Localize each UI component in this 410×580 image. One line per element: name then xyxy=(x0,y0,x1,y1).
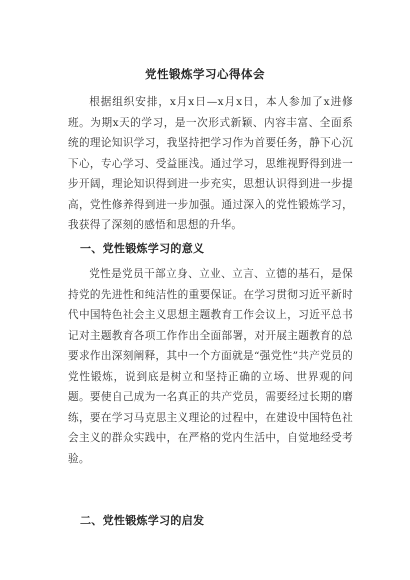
section-heading-2: 二、党性锻炼学习的启发 xyxy=(80,514,205,527)
intro-paragraph: 根据组织安排，x月x日—x月x日，本人参加了x进修班。为期x天的学习，是一次形式新颖、内容丰富、全面系统的理论知识学习，我坚持把学习作为首要任务，静下心沉下心，专心学习、受益匪浅。通过学习，思维视野得到进一步开阔，理论知识得到进一步充实，思想认识得到进一步提高，党性修养得到进一步加强。通过深入的党性锻炼学习，我获得了深刻的感悟和思想的升华。 xyxy=(68,96,353,231)
document-title: 党性锻炼学习心得体会 xyxy=(145,67,265,81)
section-heading-1: 一、党性锻炼学习的意义 xyxy=(80,242,205,255)
section-1-paragraph: 党性是党员干部立身、立业、立言、立德的基石，是保持党的先进性和纯洁性的重要保证。在学习贯彻习近平新时代中国特色社会主义思想主题教育工作会议上，习近平总书记对主题教育各项工作作出全面部署，对开展主题教育的总要求作出深刻阐释，其中一个方面就是“强党性”共产党员的党性锻炼，说到底是树立和坚持正确的立场、世界观的问题。要使自己成为一名真正的共产党员，需要经过长期的磨练，要在学习马克思主义理论的过程中，在建设中国特色社会主义的群众实践中，在严格的党内生活中，自觉地经受考验。 xyxy=(68,268,353,465)
